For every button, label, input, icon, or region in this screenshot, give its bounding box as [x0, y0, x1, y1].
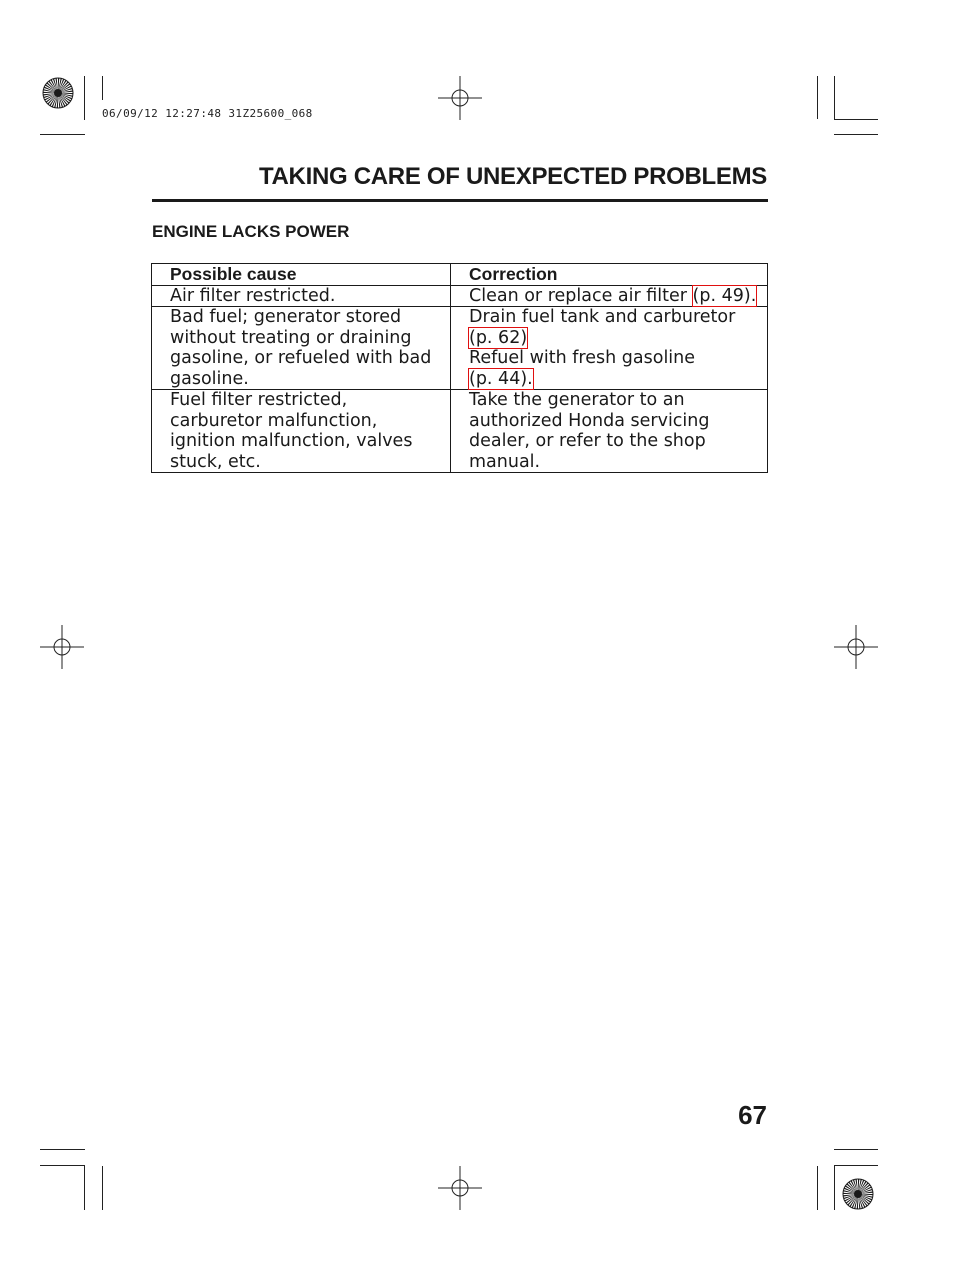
page-reference-text: (p. 62) — [469, 327, 528, 348]
table-body — [152, 285, 768, 473]
troubleshooting-table — [151, 263, 768, 473]
correction-cell — [451, 390, 768, 473]
page-reference-text: (p. 44) — [469, 368, 528, 389]
page-reference-link[interactable] — [693, 286, 757, 306]
correction-text: Take the generator to an — [469, 390, 685, 410]
registration-target-bottom-icon — [438, 1166, 482, 1210]
correction-line — [469, 369, 763, 390]
page-reference-text: (p. 49) — [692, 285, 751, 306]
correction-text: Refuel with fresh gasoline — [469, 348, 696, 368]
registration-target-top-icon — [438, 76, 482, 120]
page-reference-link[interactable] — [469, 328, 527, 348]
page-number: 67 — [738, 1100, 767, 1130]
page-reference-tail: . — [527, 368, 533, 389]
cause-cell — [152, 285, 451, 307]
correction-line — [469, 411, 763, 432]
starburst-mark-bottom-right-icon — [842, 1178, 874, 1210]
correction-line — [469, 431, 763, 452]
cause-line: Fuel filter restricted, — [170, 390, 348, 410]
cause-line: carburetor malfunction, — [170, 410, 378, 431]
registration-target-right-icon — [834, 625, 878, 669]
correction-line — [469, 452, 763, 473]
correction-text: Clean or replace air filter — [469, 285, 693, 306]
cause-line: without treating or draining — [170, 327, 412, 348]
cause-line: Bad fuel; generator stored — [170, 307, 402, 327]
correction-line — [469, 328, 763, 349]
correction-line — [469, 348, 763, 369]
correction-text: Drain fuel tank and carburetor — [469, 307, 736, 327]
correction-cell — [451, 307, 768, 390]
table-header-row — [152, 264, 768, 286]
cause-cell — [152, 390, 451, 473]
correction-text: manual. — [469, 451, 541, 472]
correction-line — [469, 286, 763, 307]
table-row — [152, 390, 768, 473]
starburst-mark-top-left-icon — [42, 77, 74, 109]
page-reference-tail: . — [750, 285, 757, 306]
registration-target-left-icon — [40, 625, 84, 669]
column-header-cause: Possible cause — [152, 264, 451, 286]
cause-line: ignition malfunction, valves — [170, 431, 413, 451]
table-row — [152, 307, 768, 390]
correction-line — [469, 307, 763, 328]
table-row — [152, 285, 768, 307]
cause-line: Air filter restricted. — [170, 285, 336, 306]
page-title: TAKING CARE OF UNEXPECTED PROBLEMS — [258, 163, 767, 190]
cause-line: gasoline, or refueled with bad — [170, 348, 432, 368]
correction-line — [469, 390, 763, 411]
correction-text: dealer, or refer to the shop — [469, 431, 706, 451]
correction-cell — [451, 285, 768, 307]
cause-line: gasoline. — [170, 368, 249, 389]
section-heading: ENGINE LACKS POWER — [152, 222, 350, 241]
cause-cell — [152, 307, 451, 390]
print-slug: 06/09/12 12:27:48 31Z25600_068 — [102, 107, 313, 120]
column-header-correction: Correction — [451, 264, 768, 286]
title-rule — [152, 199, 768, 202]
page-reference-link[interactable] — [469, 369, 533, 389]
correction-text: authorized Honda servicing — [469, 410, 710, 431]
cause-line: stuck, etc. — [170, 451, 261, 472]
